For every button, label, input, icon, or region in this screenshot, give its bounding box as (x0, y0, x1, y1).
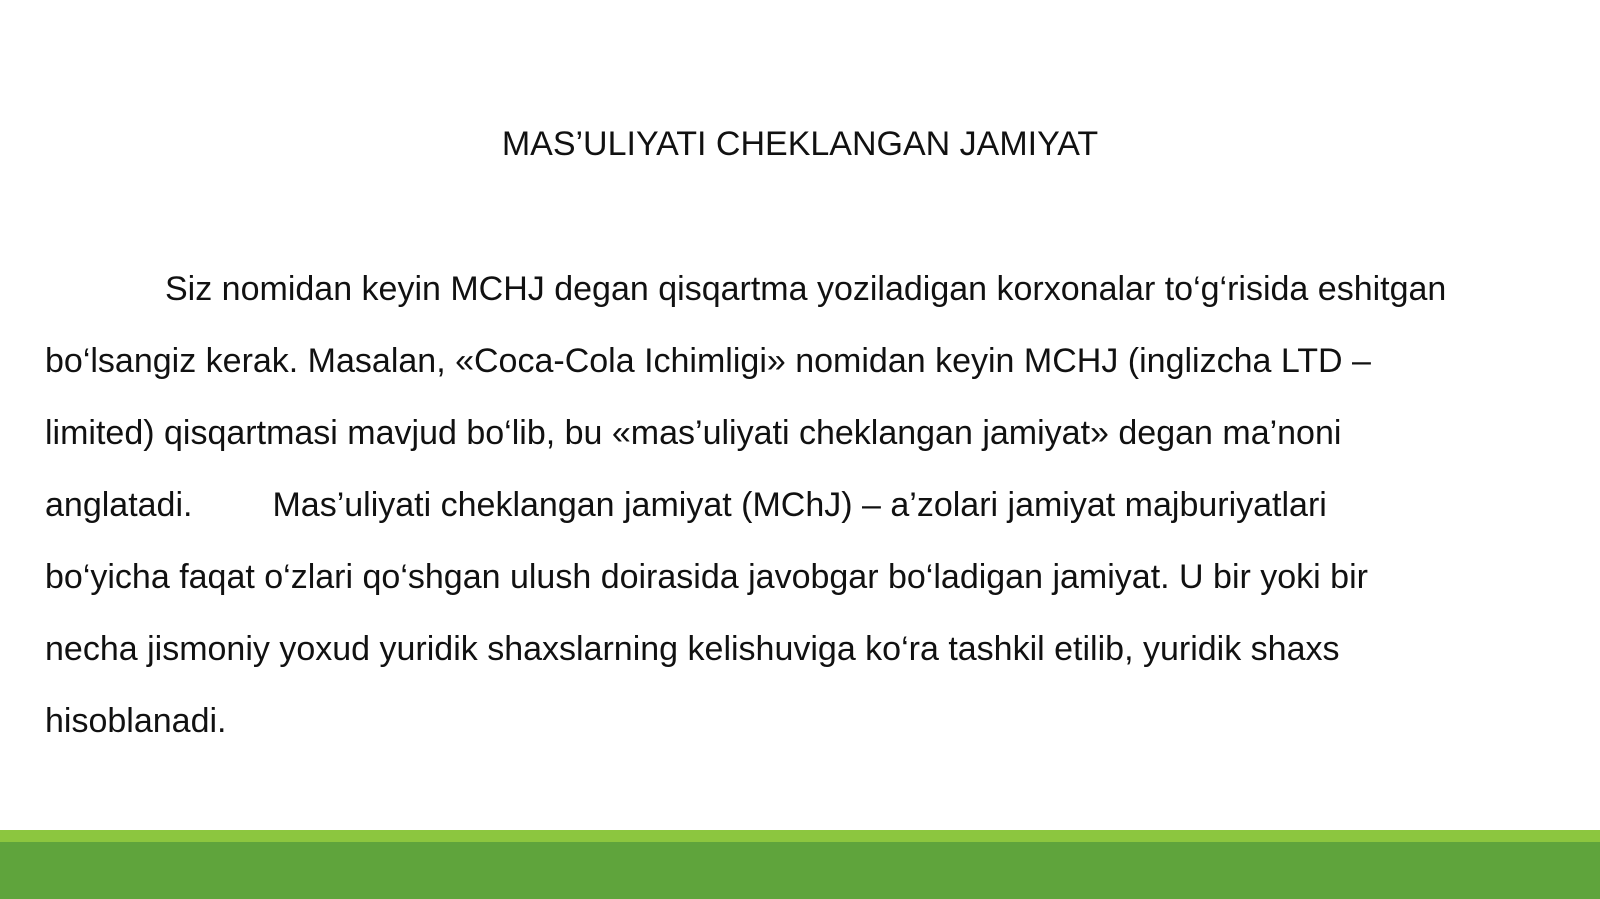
body-line-4b-text: Mas’uliyati cheklangan jamiyat (MChJ) – a’zolari jamiyat majburiyatlari (272, 486, 1327, 524)
body-line-1 (45, 253, 1570, 325)
slide-body-text (45, 253, 1570, 757)
body-line-1-text: Siz nomidan keyin MCHJ degan qisqartma yoziladigan korxonalar to‘g‘risida eshitgan (165, 270, 1447, 308)
body-line-4 (45, 469, 1570, 541)
body-line-3: limited) qisqartmasi mavjud bo‘lib, bu «mas’uliyati cheklangan jamiyat» degan ma’noni (45, 414, 1342, 452)
body-line-4a-text: anglatadi. (45, 486, 193, 524)
footer-stripe (0, 830, 1600, 842)
body-line-7: hisoblanadi. (45, 702, 227, 740)
slide-title: MAS’ULIYATI CHEKLANGAN JAMIYAT (501, 125, 1099, 163)
footer-bar (0, 830, 1600, 899)
body-line-5: bo‘yicha faqat o‘zlari qo‘shgan ulush doirasida javobgar bo‘ladigan jamiyat. U bir yoki bir (45, 558, 1368, 596)
body-line-2: bo‘lsangiz kerak. Masalan, «Coca-Cola Ichimligi» nomidan keyin MCHJ (inglizcha LTD – (45, 342, 1371, 380)
body-line-6: necha jismoniy yoxud yuridik shaxslarning kelishuviga ko‘ra tashkil etilib, yuridik shaxs (45, 630, 1340, 668)
